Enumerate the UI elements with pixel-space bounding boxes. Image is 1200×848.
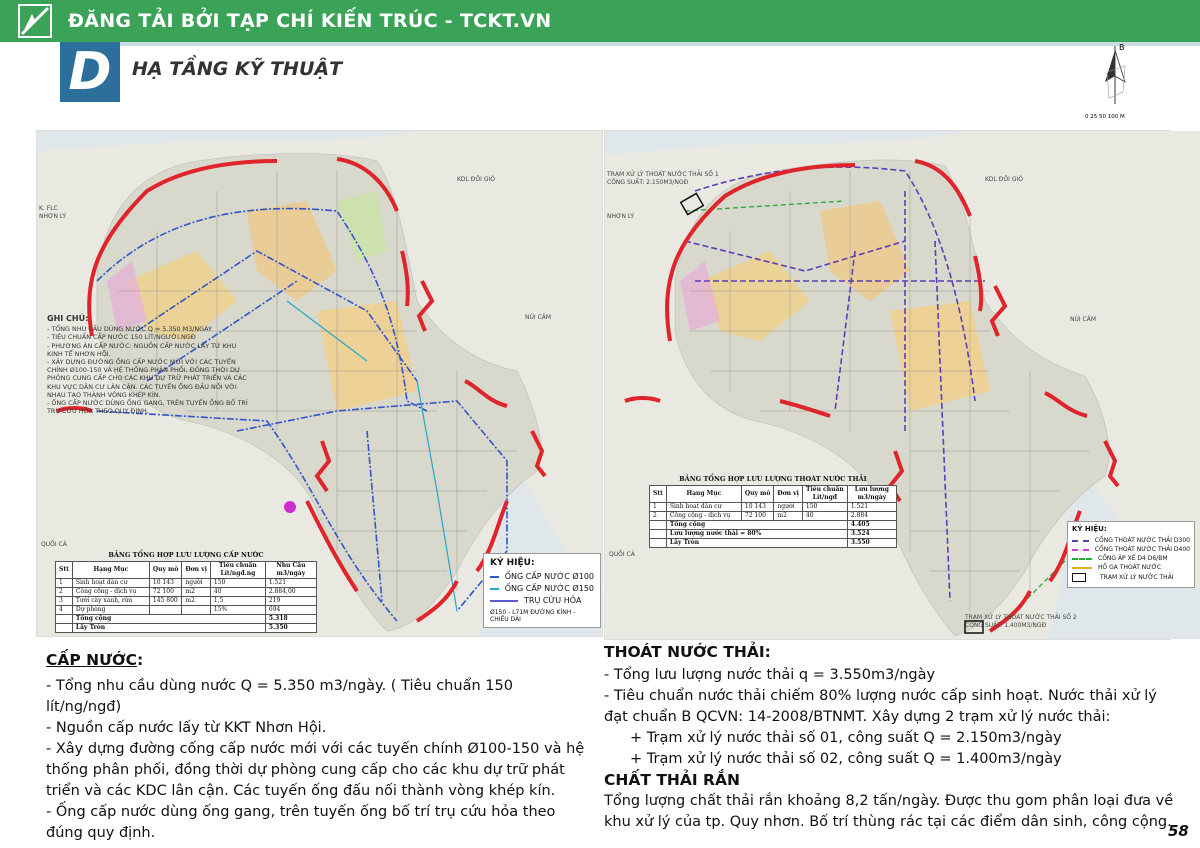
map-left-label-kdl: KDL ĐÔI GIÓ	[457, 176, 495, 183]
table-cell: 150	[802, 503, 847, 512]
table-cell: Sinh hoạt dân cư	[666, 503, 741, 512]
table-cell: 1	[56, 579, 73, 588]
wastewater-section	[604, 642, 1184, 833]
wastewater-map	[604, 130, 1190, 640]
table-cell: 2	[650, 512, 667, 521]
table-row	[650, 512, 897, 521]
table-total-row	[56, 615, 317, 624]
table-total-label: Tổng cộng	[666, 521, 847, 530]
table-total-value: 4.405	[847, 521, 896, 530]
legend-item-label: TRẠM XỬ LÝ NƯỚC THẢI	[1100, 574, 1174, 581]
table-header: Hạng Mục	[72, 562, 149, 579]
banner-text: ĐĂNG TẢI BỞI TẠP CHÍ KIẾN TRÚC - TCKT.VN	[68, 10, 552, 32]
map-left-label-flc: K. FLC	[39, 205, 58, 212]
water-supply-line: - Nguồn cấp nước lấy từ KKT Nhơn Hội.	[46, 720, 327, 736]
wastewater-table	[649, 485, 897, 548]
top-banner	[0, 0, 1200, 42]
map-right-label-kdl: KDL ĐÔI GIÓ	[985, 176, 1023, 183]
notes-line: - ỐNG CẤP NƯỚC DÙNG ỐNG GANG, TRÊN TUYẾN ỐNG BỐ TRÍ TRỤ CỨU HỎA THEO QUY ĐỊNH.	[47, 399, 248, 416]
notes-line: - PHƯƠNG ÁN CẤP NƯỚC: NGUỒN CẤP NƯỚC LẤY TỪ KHU KINH TẾ NHƠN HỘI.	[47, 341, 237, 358]
legend-item	[1072, 573, 1190, 582]
water-supply-line: - Xây dựng đường cống cấp nước mới với các tuyến chính Ø100-150 và hệ thống phân phối, đồng thời dự phòng cung cấp cho các khu dự trữ phát triển và các KDC lân cận. Các tuyến ống đấu nối thành vòng khép kín.	[46, 741, 585, 799]
water-supply-table-caption: BẢNG TỔNG HỢP LƯU LƯỢNG CẤP NƯỚC	[108, 551, 264, 559]
table-cell: người	[182, 579, 210, 588]
table-round-row	[650, 539, 897, 548]
sewer-d400-icon	[1072, 549, 1089, 551]
notes-line: - XÂY DỰNG ĐƯỜNG ỐNG CẤP NƯỚC MỚI VỚI CÁC TUYẾN CHÍNH Ø100-150 VÀ HỆ THỐNG PHÂN PHỐI, ĐỒNG THỜI DỰ PHÒNG CUNG CẤP CHO CÁC KHU DỰ TRỮ PHÁT TRIỂN VÀ CÁC KHU VỰC DÂN CƯ LÂN CẬN. CÁC TUYẾN ỐNG ĐẦU NỐI VỚI NHAU TẠO THÀNH VÒNG KHÉP KÍN.	[47, 358, 247, 399]
table-round-value: 3.550	[847, 539, 896, 548]
table-cell: 2.884,00	[265, 588, 316, 597]
notes-line: - TIÊU CHUẨN CẤP NƯỚC 150 LÍT/NGƯỜI.NGĐ	[47, 333, 196, 342]
table-header: Đơn vị	[774, 486, 802, 503]
table-round-value: 5.350	[265, 624, 316, 633]
pipe-100-icon	[490, 576, 499, 578]
table-cell: 40	[210, 588, 265, 597]
table-cell: 40	[802, 512, 847, 521]
water-supply-map	[36, 130, 603, 637]
map-right-label-station2-cap: CÔNG SUẤT: 1.400M3/NGĐ	[965, 622, 1047, 629]
wastewater-heading: THOÁT NƯỚC THẢI:	[604, 643, 771, 661]
water-supply-heading: CẤP NƯỚC	[46, 651, 137, 669]
table-header: Stt	[650, 486, 667, 503]
table-cell: 219	[265, 597, 316, 606]
map-right-label-nui-cam: NÚI CÂM	[1070, 316, 1097, 323]
table-cell	[182, 606, 210, 615]
table-cell: Tưới cây xanh, rửa	[72, 597, 149, 606]
table-header: Quy mô	[149, 562, 182, 579]
table-total-label: Tổng cộng	[72, 615, 265, 624]
table-waste-value: 3.524	[847, 530, 896, 539]
map-right-label-quoi-ca: QUỐI CÁ	[609, 551, 635, 558]
water-supply-table-wrap	[55, 551, 317, 633]
table-row	[56, 588, 317, 597]
table-cell: 1.521	[847, 503, 896, 512]
map-right-label-station1: TRẠM XỬ LÝ THOÁT NƯỚC THẢI SỐ 1	[607, 171, 719, 178]
table-round-row	[56, 624, 317, 633]
fire-hydrant-icon	[490, 600, 518, 602]
legend-item	[1072, 537, 1190, 544]
table-round-label: Lấy Tròn	[666, 539, 847, 548]
map-left-label-nhon-ly: NHƠN LÝ	[39, 213, 67, 220]
table-cell	[149, 606, 182, 615]
map-left-label-nui-cam: NÚI CÂM	[525, 314, 552, 321]
table-cell: Dự phòng	[72, 606, 149, 615]
table-header: Lưu lượng m3/ngày	[847, 486, 896, 503]
legend-item	[490, 572, 594, 581]
wastewater-station: + Trạm xử lý nước thải số 02, công suất Q = 1.400m3/ngày	[630, 751, 1062, 767]
legend-item	[1072, 564, 1190, 571]
legend-item-label: CỐNG THOÁT NƯỚC THẢI D300	[1094, 537, 1190, 544]
table-waste-label: Lưu lượng nước thải = 80%	[666, 530, 847, 539]
notes-title: GHI CHÚ:	[47, 314, 89, 323]
water-supply-section	[46, 650, 586, 844]
section-letter: D	[60, 42, 120, 102]
legend-item-label: CỐNG ÁP XẾ D4 D6/BM	[1098, 555, 1168, 562]
table-row	[56, 579, 317, 588]
table-cell: 1	[650, 503, 667, 512]
table-total-value: 5.318	[265, 615, 316, 624]
table-row	[650, 503, 897, 512]
table-header: Đơn vị	[182, 562, 210, 579]
wastewater-table-wrap	[649, 475, 897, 548]
wastewater-legend	[1067, 521, 1195, 588]
legend-footer: Ø150 - L71M ĐƯỜNG KÍNH - CHIỀU DÀI	[490, 609, 576, 623]
north-arrow-icon	[1085, 42, 1165, 122]
table-row	[56, 597, 317, 606]
table-cell: người	[774, 503, 802, 512]
map-left-label-quoi-ca: QUỐI CÁ	[41, 541, 67, 548]
legend-item-label: CỐNG THOÁT NƯỚC THẢI D400	[1094, 546, 1190, 553]
table-total-row	[650, 521, 897, 530]
table-cell: Công cộng - dịch vụ	[666, 512, 741, 521]
table-cell: 2.884	[847, 512, 896, 521]
table-header: Tiêu chuẩn Lít/ngđ.ng	[210, 562, 265, 579]
legend-item	[490, 584, 594, 593]
table-cell: 2	[56, 588, 73, 597]
wastewater-station: + Trạm xử lý nước thải số 01, công suất Q = 2.150m3/ngày	[630, 730, 1062, 746]
legend-item-label: ỐNG CẤP NƯỚC Ø100	[504, 572, 594, 581]
compass-scale: 0 25 50 100 M	[1085, 114, 1125, 120]
sewer-d300-icon	[1072, 540, 1089, 542]
table-cell: m2	[774, 512, 802, 521]
wastewater-table-caption: BẢNG TỔNG HỢP LƯU LƯỢNG THOÁT NƯỚC THẢI	[679, 475, 867, 483]
table-waste-row	[650, 530, 897, 539]
map-right-label-station2: TRẠM XỬ LÝ THOÁT NƯỚC THẢI SỐ 2	[965, 614, 1077, 621]
page-number: 58	[1168, 822, 1189, 840]
table-cell: 72 100	[149, 588, 182, 597]
table-cell: Công cộng - dịch vụ	[72, 588, 149, 597]
map-right-label-nhon-ly: NHƠN LÝ	[607, 213, 635, 220]
table-header: Hạng Mục	[666, 486, 741, 503]
table-cell: 1,5	[210, 597, 265, 606]
compass-north-label: B	[1119, 43, 1125, 52]
table-cell: 72 100	[741, 512, 774, 521]
table-cell: 10 143	[741, 503, 774, 512]
tckt-logo-icon	[18, 4, 52, 38]
water-supply-legend	[483, 553, 601, 628]
table-cell: 3	[56, 597, 73, 606]
table-header: Tiêu chuẩn Lít/ngđ	[802, 486, 847, 503]
water-supply-table	[55, 561, 317, 633]
table-header: Stt	[56, 562, 73, 579]
table-cell: 1.521	[265, 579, 316, 588]
table-cell: 694	[265, 606, 316, 615]
table-cell: 150	[210, 579, 265, 588]
table-cell: m2	[182, 588, 210, 597]
legend-item	[490, 596, 594, 605]
table-cell: Sinh hoạt dân cư	[72, 579, 149, 588]
wastewater-line: - Tiêu chuẩn nước thải chiếm 80% lượng nước cấp sinh hoạt. Nước thải xử lý đạt chuẩn B QCVN: 14-2008/BTNMT. Xây dựng 2 trạm xử lý nước thải:	[604, 688, 1157, 725]
treatment-station-icon	[1072, 573, 1086, 582]
water-supply-line: - Ống cấp nước dùng ống gang, trên tuyến ống bố trí trụ cứu hỏa theo đúng quy định.	[46, 804, 556, 841]
solid-waste-heading: CHẤT THẢI RẮN	[604, 771, 740, 789]
table-round-label: Lấy Tròn	[72, 624, 265, 633]
map-left-notes	[47, 315, 252, 415]
legend-item	[1072, 555, 1190, 562]
map-right-label-station1-cap: CÔNG SUẤT: 2.150M3/NGĐ	[607, 179, 689, 186]
table-row	[56, 606, 317, 615]
legend-item-label: TRỤ CỨU HỎA	[524, 596, 582, 605]
table-cell: m2	[182, 597, 210, 606]
legend-title: KÝ HIỆU:	[490, 558, 535, 568]
solid-waste-text: Tổng lượng chất thải rắn khoảng 8,2 tấn/ngày. Được thu gom phân loại đưa về khu xử lý của tp. Quy nhơn. Bố trí thùng rác tại các điểm dân sinh, công cộng.	[604, 793, 1174, 830]
water-supply-heading-colon: :	[136, 651, 144, 669]
manhole-icon	[1072, 567, 1092, 569]
section-rule	[120, 42, 1200, 46]
table-header: Nhu Cầu m3/ngày	[265, 562, 316, 579]
wastewater-line: - Tổng lưu lượng nước thải q = 3.550m3/ngày	[604, 667, 936, 683]
table-cell: 15%	[210, 606, 265, 615]
legend-item-label: ỐNG CẤP NƯỚC Ø150	[504, 584, 594, 593]
legend-item-label: HỐ GA THOÁT NƯỚC	[1098, 564, 1162, 571]
legend-title: KÝ HIỆU:	[1072, 525, 1107, 533]
legend-item	[1072, 546, 1190, 553]
section-title: HẠ TẦNG KỸ THUẬT	[132, 58, 343, 80]
table-cell: 10 143	[149, 579, 182, 588]
notes-line: - TỔNG NHU CẦU DÙNG NƯỚC Q = 5.350 M3/NGÀY	[47, 325, 212, 334]
pressure-pipe-icon	[1072, 558, 1092, 560]
table-header: Quy mô	[741, 486, 774, 503]
water-supply-line: - Tổng nhu cầu dùng nước Q = 5.350 m3/ngày. ( Tiêu chuẩn 150 lít/ng/ngđ)	[46, 678, 513, 715]
table-cell: 4	[56, 606, 73, 615]
pipe-150-icon	[490, 588, 499, 590]
table-cell: 145 800	[149, 597, 182, 606]
